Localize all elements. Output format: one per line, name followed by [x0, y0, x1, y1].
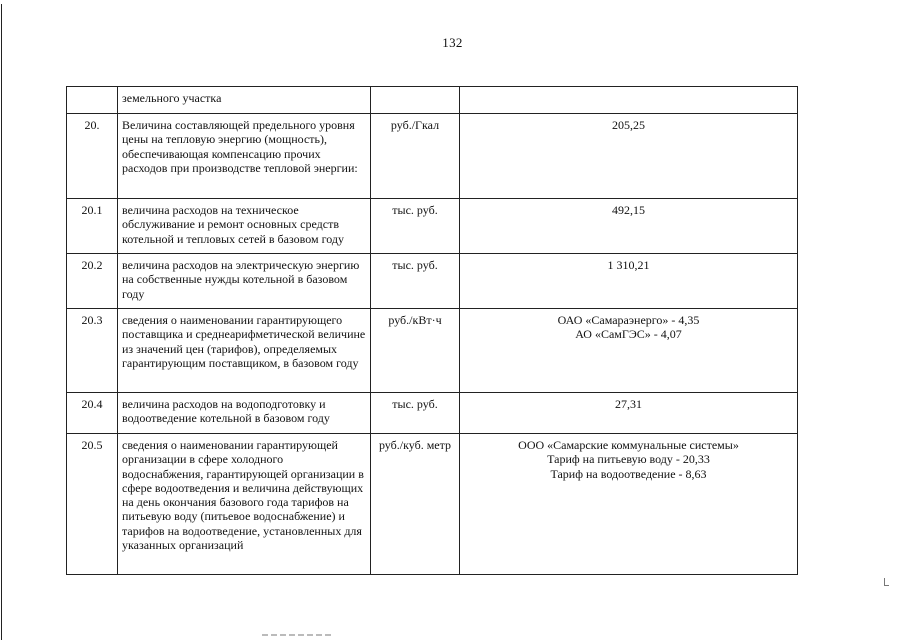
- value-line: Тариф на питьевую воду - 20,33: [547, 452, 710, 467]
- row-description: величина расходов на электрическую энергию на собственные нужды котельной в базовом году: [118, 254, 371, 309]
- row-description: земельного участка: [118, 87, 371, 114]
- table-row: [67, 393, 798, 434]
- table-row: [67, 199, 798, 254]
- page-number: 132: [442, 35, 463, 50]
- row-unit: руб./Гкал: [371, 114, 460, 199]
- row-unit: тыс. руб.: [371, 199, 460, 254]
- page-edge-line: [1, 4, 2, 640]
- table-row: [67, 114, 798, 199]
- row-number: [67, 87, 118, 114]
- row-value: [460, 254, 798, 309]
- row-number: 20.5: [67, 434, 118, 575]
- value-line: АО «СамГЭС» - 4,07: [575, 327, 682, 342]
- value-line: Тариф на водоотведение - 8,63: [550, 466, 707, 481]
- value-line: 1 310,21: [607, 258, 650, 272]
- row-unit: руб./куб. метр: [371, 434, 460, 575]
- row-description: величина расходов на водоподготовку и водоотведение котельной в базовом году: [118, 393, 371, 434]
- row-unit: [371, 87, 460, 114]
- tariff-table: [66, 86, 798, 575]
- row-description: величина расходов на техническое обслуживание и ремонт основных средств котельной и тепловых сетей в базовом году: [118, 199, 371, 254]
- row-value: [460, 434, 798, 575]
- table-row: [67, 309, 798, 393]
- value-line: ОАО «Самараэнерго» - 4,35: [557, 313, 700, 327]
- row-unit: тыс. руб.: [371, 393, 460, 434]
- row-number: 20.2: [67, 254, 118, 309]
- row-unit: руб./кВт·ч: [371, 309, 460, 393]
- row-number: 20.4: [67, 393, 118, 434]
- table-row: [67, 87, 798, 114]
- value-line: ООО «Самарские коммунальные системы»: [518, 438, 739, 452]
- scan-artifact: [262, 634, 332, 636]
- row-value: [460, 199, 798, 254]
- row-value: [460, 87, 798, 114]
- value-line: 205,25: [612, 118, 645, 132]
- row-number: 20.: [67, 114, 118, 199]
- row-value: [460, 114, 798, 199]
- row-value: [460, 393, 798, 434]
- value-line: 492,15: [612, 203, 645, 217]
- table-row: [67, 254, 798, 309]
- row-unit: тыс. руб.: [371, 254, 460, 309]
- value-line: 27,31: [615, 397, 642, 411]
- scan-mark: [884, 578, 889, 586]
- row-description: Величина составляющей предельного уровня цены на тепловую энергию (мощность), обеспечивающая компенсацию прочих расходов при производстве тепловой энергии:: [118, 114, 371, 199]
- row-number: 20.3: [67, 309, 118, 393]
- row-value: [460, 309, 798, 393]
- row-number: 20.1: [67, 199, 118, 254]
- row-description: сведения о наименовании гарантирующего поставщика и среднеарифметической величине из значений цен (тарифов), определяемых гарантирующим поставщиком, в базовом году: [118, 309, 371, 393]
- table-row: [67, 434, 798, 575]
- row-description: сведения о наименовании гарантирующей организации в сфере холодного водоснабжения, гарантирующей организации в сфере водоотведения и величина действующих на день окончания базового года тарифов на питьевую воду (питьевое водоснабжение) и тарифов на водоотведение, установленных для указанных организаций: [118, 434, 371, 575]
